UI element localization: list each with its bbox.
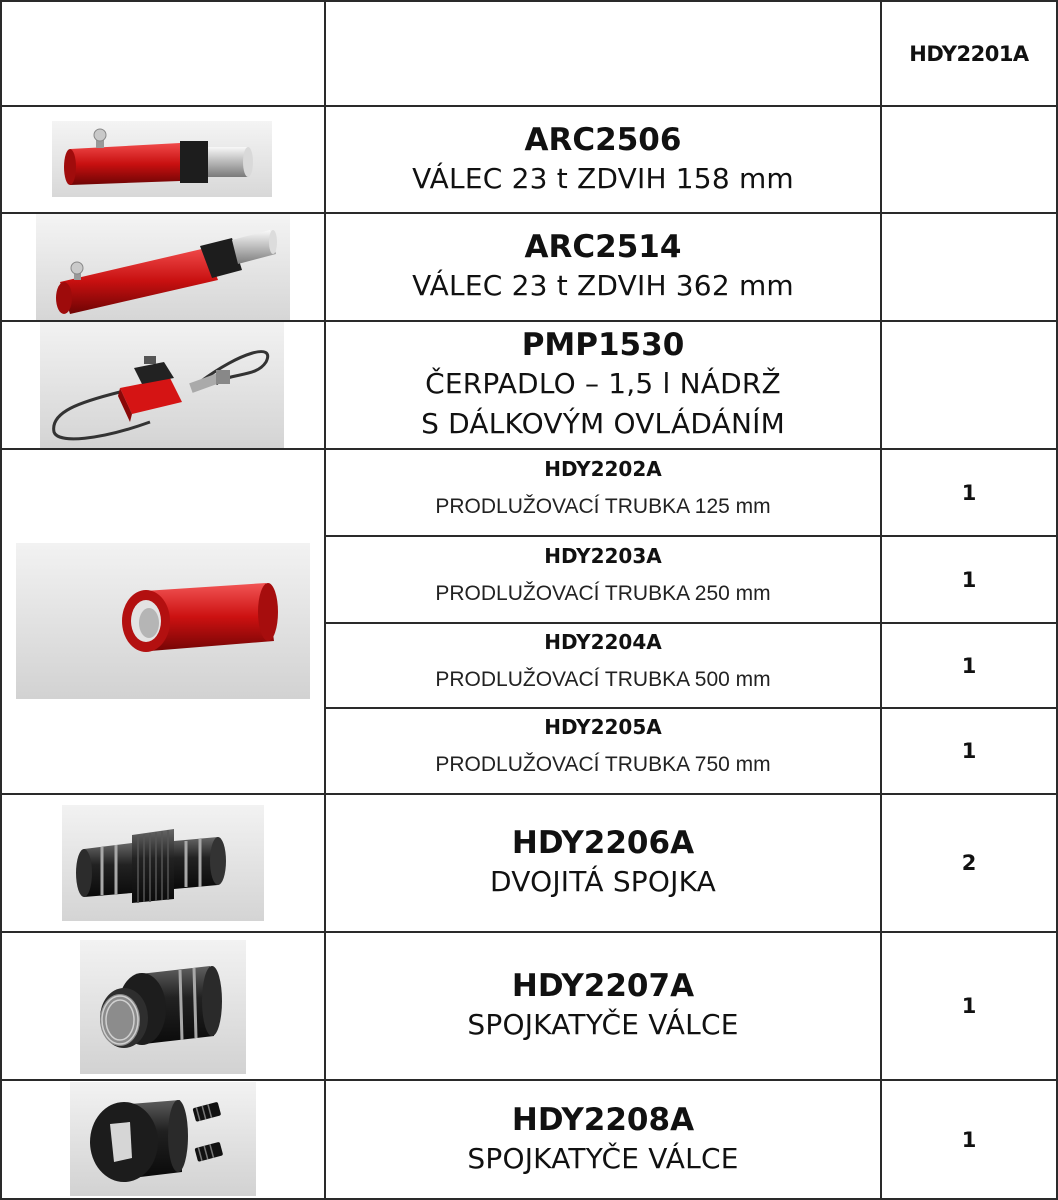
part-quantity: 1 xyxy=(961,739,977,763)
part-description-line-1: ČERPADLO – 1,5 l NÁDRŽ xyxy=(425,367,781,400)
header-column-label: HDY2201A xyxy=(909,41,1029,66)
part-description: PRODLUŽOVACÍ TRUBKA 125 mm xyxy=(435,494,771,518)
part-code: HDY2208A xyxy=(511,1101,695,1138)
part-quantity: 1 xyxy=(961,653,977,678)
part-row-pmp1530 xyxy=(325,321,881,449)
part-row-hdy2203a xyxy=(325,536,881,623)
part-description: PRODLUŽOVACÍ TRUBKA 750 mm xyxy=(435,753,771,776)
part-code: HDY2202A xyxy=(544,456,662,481)
part-row-hdy2206a xyxy=(325,794,881,932)
part-row-hdy2205a xyxy=(325,708,881,794)
header-description-cell xyxy=(325,1,881,106)
part-description-line-2: S DÁLKOVÝM OVLÁDÁNÍM xyxy=(421,407,785,440)
part-code: ARC2506 xyxy=(524,121,682,158)
part-code: HDY2203A xyxy=(544,543,662,568)
part-description: VÁLEC 23 t ZDVIH 362 mm xyxy=(412,269,794,302)
part-description: PRODLUŽOVACÍ TRUBKA 250 mm xyxy=(435,581,771,605)
part-quantity: 1 xyxy=(961,567,977,592)
part-quantity: 1 xyxy=(961,994,977,1018)
part-code: HDY2204A xyxy=(544,629,662,654)
part-code: HDY2207A xyxy=(511,968,695,1004)
pump-image xyxy=(40,322,284,448)
part-quantity xyxy=(881,321,1057,449)
part-row-hdy2202a xyxy=(325,449,881,536)
extension-tube-image xyxy=(16,543,310,699)
part-description: DVOJITÁ SPOJKA xyxy=(489,865,717,898)
part-code: HDY2205A xyxy=(544,715,662,739)
cylinder-long-image xyxy=(36,214,290,320)
part-row-hdy2207a xyxy=(325,932,881,1080)
cylinder-rod-coupler-screws-image xyxy=(70,1082,256,1196)
part-code: ARC2514 xyxy=(524,229,682,265)
cylinder-rod-coupler-image xyxy=(80,940,246,1074)
double-coupler-image xyxy=(62,805,264,921)
part-description: PRODLUŽOVACÍ TRUBKA 500 mm xyxy=(435,667,771,691)
part-row-arc2514 xyxy=(325,213,881,321)
part-row-arc2506 xyxy=(325,106,881,213)
part-description: SPOJKATYČE VÁLCE xyxy=(467,1008,739,1041)
part-code: PMP1530 xyxy=(521,327,685,363)
part-quantity: 1 xyxy=(961,1127,977,1152)
part-row-hdy2208a xyxy=(325,1080,881,1199)
part-quantity xyxy=(881,106,1057,213)
part-description: VÁLEC 23 t ZDVIH 158 mm xyxy=(412,161,794,195)
cylinder-short-image xyxy=(52,121,272,197)
part-quantity: 1 xyxy=(961,480,977,505)
part-quantity: 2 xyxy=(961,851,977,875)
part-row-hdy2204a xyxy=(325,623,881,708)
part-quantity xyxy=(881,213,1057,321)
part-description: SPOJKATYČE VÁLCE xyxy=(467,1141,739,1175)
part-code: HDY2206A xyxy=(511,825,695,861)
